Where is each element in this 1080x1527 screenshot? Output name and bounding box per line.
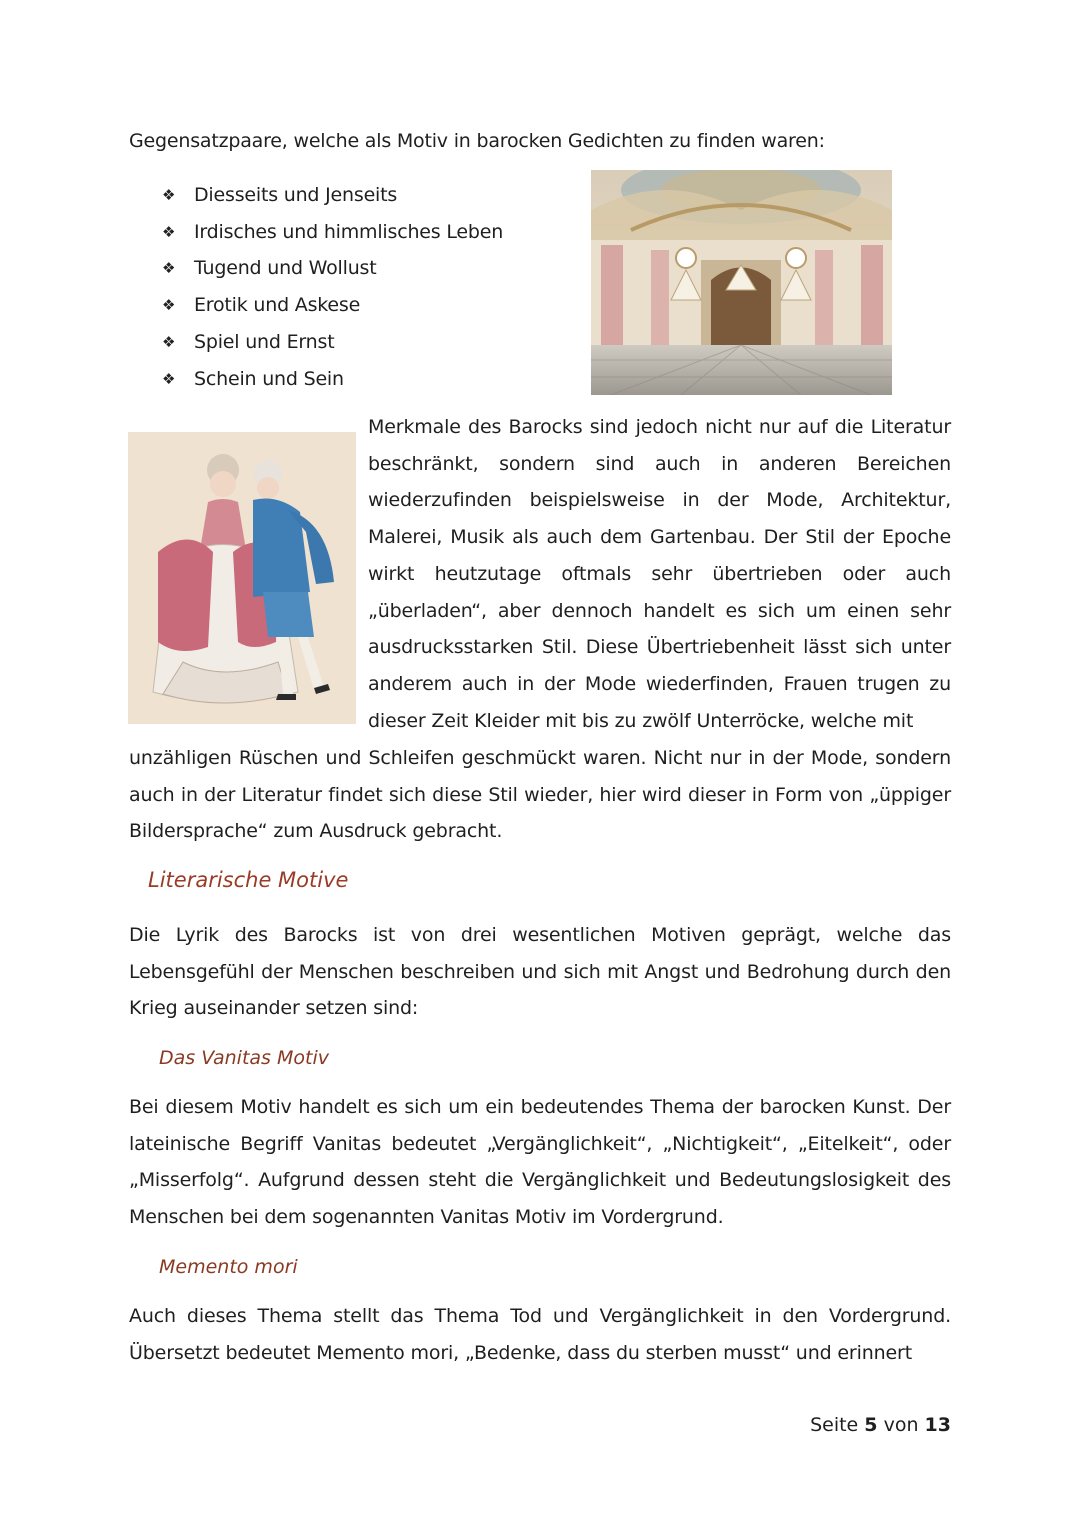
baroque-couple-image bbox=[128, 432, 356, 724]
page-number-total: 13 bbox=[924, 1414, 951, 1436]
page-number bbox=[810, 1414, 951, 1436]
list-item bbox=[162, 361, 503, 398]
page-number-prefix: Seite bbox=[810, 1414, 859, 1436]
page-number-middle: von bbox=[883, 1414, 919, 1436]
list-item-label: Irdisches und himmlisches Leben bbox=[194, 220, 504, 243]
section-heading-literary-motifs: Literarische Motive bbox=[148, 868, 349, 892]
diamond-bullet-icon: ❖ bbox=[162, 332, 176, 351]
page-number-current: 5 bbox=[864, 1414, 878, 1436]
list-item-label: Diesseits und Jenseits bbox=[194, 184, 398, 206]
diamond-bullet-icon: ❖ bbox=[162, 186, 176, 204]
baroque-features-continuation: unzähligen Rüschen und Schleifen geschmückt waren. Nicht nur in der Mode, sondern auch in der Literatur findet sich diese Stil wieder, hier wird dieser in Form von „üppiger Bildersprache“ zum Ausdruck gebracht. bbox=[129, 747, 951, 843]
baroque-hall-image bbox=[591, 170, 892, 395]
diamond-bullet-icon: ❖ bbox=[162, 259, 176, 278]
list-item-label: Schein und Sein bbox=[194, 367, 344, 390]
list-item bbox=[162, 324, 503, 361]
list-item bbox=[162, 287, 503, 324]
list-item bbox=[162, 214, 503, 251]
diamond-bullet-icon: ❖ bbox=[162, 369, 176, 388]
motifs-intro-paragraph: Die Lyrik des Barocks ist von drei wesentlichen Motiven geprägt, welche das Lebensgefühl der Menschen beschreiben und sich mit Angst und Bedrohung durch den Krieg auseinander setzen sind: bbox=[129, 924, 951, 1020]
diamond-bullet-icon: ❖ bbox=[162, 296, 176, 315]
contrast-pairs-list bbox=[162, 177, 503, 397]
memento-mori-paragraph: Auch dieses Thema stellt das Thema Tod und Vergänglichkeit in den Vordergrund. Übersetzt bedeutet Memento mori, „Bedenke, dass du sterben musst“ und erinnert bbox=[129, 1305, 951, 1364]
diamond-bullet-icon: ❖ bbox=[162, 222, 176, 241]
baroque-features-paragraph: Merkmale des Barocks sind jedoch nicht nur auf die Literatur beschränkt, sondern sind auch in anderen Bereichen wiederzufinden beispielsweise in der Mode, Architektur, Malerei, Musik als auch dem Gartenbau. Der Stil der Epoche wirkt heutzutage oftmals sehr übertrieben oder auch „überladen“, aber dennoch handelt es sich um einen sehr ausdrucksstarken Stil. Diese Übertriebenheit lässt sich unter anderem auch in der Mode wiederfinden, Frauen trugen zu dieser Zeit Kleider mit bis zu zwölf Unterröcke, welche mit bbox=[368, 416, 951, 732]
intro-text: Gegensatzpaare, welche als Motiv in barocken Gedichten zu finden waren: bbox=[129, 130, 825, 152]
list-item-label: Tugend und Wollust bbox=[194, 257, 377, 280]
list-item bbox=[162, 250, 503, 287]
list-item-label: Spiel und Ernst bbox=[194, 330, 335, 353]
vanitas-paragraph: Bei diesem Motiv handelt es sich um ein bedeutendes Thema der barocken Kunst. Der lateinische Begriff Vanitas bedeutet „Vergänglichkeit“, „Nichtigkeit“, „Eitelkeit“, oder „Misserfolg“. Aufgrund dessen steht die Vergänglichkeit und Bedeutungslosigkeit des Menschen bei dem sogenannten Vanitas Motiv im Vordergrund. bbox=[129, 1096, 951, 1229]
list-item-label: Erotik und Askese bbox=[194, 294, 361, 317]
list-item bbox=[162, 177, 503, 214]
subheading-memento-mori: Memento mori bbox=[159, 1256, 298, 1278]
subheading-vanitas: Das Vanitas Motiv bbox=[159, 1047, 329, 1069]
